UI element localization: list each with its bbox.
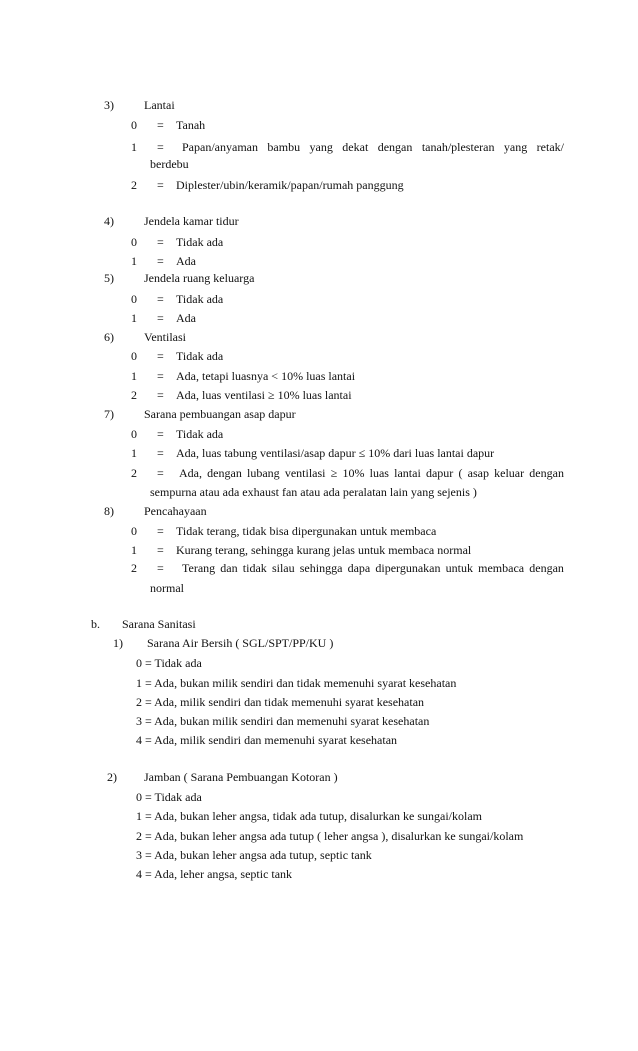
option-text-justified: Terang dan tidak silau sehingga dapa dipergunakan untuk membaca dengan — [182, 561, 564, 575]
item-title: Sarana Air Bersih ( SGL/SPT/PP/KU ) — [147, 636, 334, 650]
section-letter: b. — [91, 617, 100, 631]
option-code: 1 — [131, 446, 137, 460]
item-number: 3) — [104, 98, 114, 112]
option-line: 0 = Tidak ada — [136, 790, 202, 804]
option-continuation: sempurna atau ada exhaust fan atau ada peralatan lain yang sejenis ) — [150, 485, 477, 499]
option-code: 0 — [131, 524, 137, 538]
option-equals: = — [157, 543, 164, 557]
option-text: Ada, luas ventilasi ≥ 10% luas lantai — [176, 388, 352, 402]
option-line: 3 = Ada, bukan leher angsa ada tutup, septic tank — [136, 848, 372, 862]
option-equals: = — [157, 254, 164, 268]
item-title: Pencahayaan — [144, 504, 207, 518]
option-continuation: berdebu — [150, 157, 189, 171]
option-equals: = — [157, 118, 164, 132]
option-text: Kurang terang, sehingga kurang jelas untuk membaca normal — [176, 543, 472, 557]
option-code: 1 — [131, 543, 137, 557]
option-line: 1 = Ada, bukan leher angsa, tidak ada tutup, disalurkan ke sungai/kolam — [136, 809, 483, 823]
option-line: 4 = Ada, milik sendiri dan memenuhi syarat kesehatan — [136, 733, 398, 747]
item-number: 1) — [113, 636, 123, 650]
item-number: 2) — [107, 770, 117, 784]
option-line: 2 = Ada, milik sendiri dan tidak memenuhi syarat kesehatan — [136, 695, 425, 709]
option-text: Diplester/ubin/keramik/papan/rumah panggung — [176, 178, 404, 192]
option-line: 3 = Ada, bukan milik sendiri dan memenuhi syarat kesehatan — [136, 714, 430, 728]
option-code: 2 — [131, 178, 137, 192]
option-continuation: normal — [150, 581, 184, 595]
item-number: 4) — [104, 214, 114, 228]
option-equals: = — [157, 292, 164, 306]
item-title: Jendela ruang keluarga — [144, 271, 255, 285]
option-line: 4 = Ada, leher angsa, septic tank — [136, 867, 293, 881]
option-code: 1 — [131, 369, 137, 383]
option-equals: = — [157, 524, 164, 538]
option-text-justified: Papan/anyaman bambu yang dekat dengan tanah/plesteran yang retak/ — [182, 140, 564, 154]
option-code: 1 — [131, 311, 137, 325]
option-code: 0 — [131, 292, 137, 306]
option-equals: = — [157, 388, 164, 402]
item-title: Lantai — [144, 98, 175, 112]
option-equals: = — [157, 446, 164, 460]
option-text: Ada, tetapi luasnya < 10% luas lantai — [176, 369, 356, 383]
item-number: 7) — [104, 407, 114, 421]
option-text: Tidak ada — [176, 349, 224, 363]
option-equals: = — [157, 466, 164, 480]
option-equals: = — [157, 561, 164, 575]
option-equals: = — [157, 349, 164, 363]
option-code: 2 — [131, 466, 137, 480]
option-code: 1 — [131, 140, 137, 154]
option-code: 0 — [131, 349, 137, 363]
option-code: 0 — [131, 118, 137, 132]
item-number: 6) — [104, 330, 114, 344]
item-title: Jamban ( Sarana Pembuangan Kotoran ) — [144, 770, 338, 784]
option-text: Tidak ada — [176, 292, 224, 306]
option-code: 2 — [131, 388, 137, 402]
item-number: 8) — [104, 504, 114, 518]
option-equals: = — [157, 427, 164, 441]
option-equals: = — [157, 235, 164, 249]
item-number: 5) — [104, 271, 114, 285]
option-code: 1 — [131, 254, 137, 268]
item-title: Jendela kamar tidur — [144, 214, 239, 228]
option-code: 0 — [131, 235, 137, 249]
option-text: Ada — [176, 311, 196, 325]
option-code: 2 — [131, 561, 137, 575]
option-code: 0 — [131, 427, 137, 441]
option-line: 2 = Ada, bukan leher angsa ada tutup ( leher angsa ), disalurkan ke sungai/kolam — [136, 829, 524, 843]
option-equals: = — [157, 178, 164, 192]
option-line: 0 = Tidak ada — [136, 656, 202, 670]
option-equals: = — [157, 311, 164, 325]
option-text-justified: Ada, dengan lubang ventilasi ≥ 10% luas lantai dapur ( asap keluar dengan — [179, 466, 564, 480]
option-text: Tidak terang, tidak bisa dipergunakan untuk membaca — [176, 524, 437, 538]
option-equals: = — [157, 140, 164, 154]
option-text: Tanah — [176, 118, 206, 132]
option-text: Ada, luas tabung ventilasi/asap dapur ≤ 10% dari luas lantai dapur — [176, 446, 495, 460]
option-text: Ada — [176, 254, 196, 268]
item-title: Sarana pembuangan asap dapur — [144, 407, 296, 421]
option-text: Tidak ada — [176, 235, 224, 249]
option-line: 1 = Ada, bukan milik sendiri dan tidak memenuhi syarat kesehatan — [136, 676, 457, 690]
option-text: Tidak ada — [176, 427, 224, 441]
item-title: Ventilasi — [144, 330, 186, 344]
option-equals: = — [157, 369, 164, 383]
section-title: Sarana Sanitasi — [122, 617, 196, 631]
